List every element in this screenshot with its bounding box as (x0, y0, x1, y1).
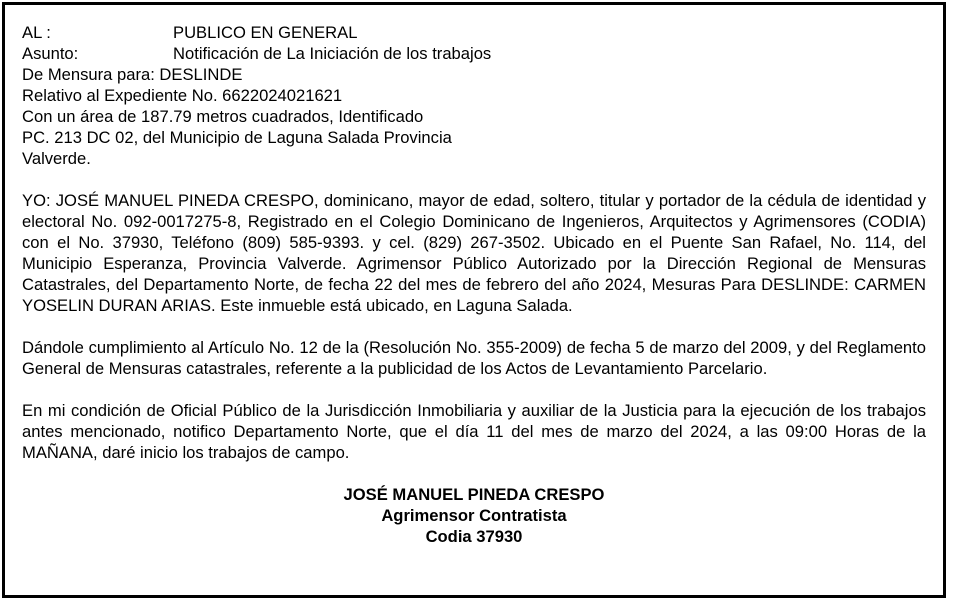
file-number-line: Relativo al Expediente No. 6622024021621 (22, 86, 343, 105)
signer-title: Agrimensor Contratista (381, 506, 567, 525)
parcel-line: PC. 213 DC 02, del Municipio de Laguna Salada Provincia (22, 128, 452, 147)
recipient-value: PUBLICO EN GENERAL (173, 23, 358, 42)
province-line: Valverde. (22, 149, 91, 168)
surveyor-statement-paragraph: YO: JOSÉ MANUEL PINEDA CRESPO, dominicano, mayor de edad, soltero, titular y portador de la cédula de identidad y electoral No. 092-0017275-8, Registrado en el Colegio Dominicano de Ingenieros, Arquitectos y Agrimensores (CODIA) con el No. 37930, Teléfono (809) 585-9393. y cel. (829) 267-3502. Ubicado en el Puente San Rafael, No. 114, del Municipio Esperanza, Provincia Valverde. Agrimensor Público Autorizado por la Dirección Regional de Mensuras Catastrales, del Departamento Norte, de fecha 22 del mes de febrero del año 2024, Mesuras Para DESLINDE: CARMEN YOSELIN DURAN ARIAS. Este inmueble está ubicado, en Laguna Salada. (22, 191, 926, 315)
work-start-paragraph: En mi condición de Oficial Público de la Jurisdicción Inmobiliaria y auxiliar de la Justicia para la ejecución de los trabajos antes mencionado, notifico Departamento Norte, que el día 11 del mes de marzo del 2024, a las 09:00 Horas de la MAÑANA, daré inicio los trabajos de campo. (22, 401, 926, 462)
subject-value: Notificación de La Iniciación de los trabajos (173, 44, 492, 63)
recipient-line (22, 22, 926, 43)
area-line: Con un área de 187.79 metros cuadrados, Identificado (22, 107, 424, 126)
subject-label: Asunto: (22, 44, 79, 63)
survey-type-line: De Mensura para: DESLINDE (22, 65, 243, 84)
signature-block (22, 484, 926, 547)
signer-codia: Codia 37930 (425, 527, 523, 546)
subject-line (22, 43, 926, 64)
recipient-label: AL : (22, 23, 51, 42)
legal-basis-paragraph: Dándole cumplimiento al Artículo No. 12 de la (Resolución No. 355-2009) de fecha 5 de marzo del 2009, y del Reglamento General de Mensuras catastrales, referente a la publicidad de los Actos de Levantamiento Parcelario. (22, 338, 926, 378)
signer-name: JOSÉ MANUEL PINEDA CRESPO (343, 485, 605, 504)
public-notice (2, 2, 946, 598)
